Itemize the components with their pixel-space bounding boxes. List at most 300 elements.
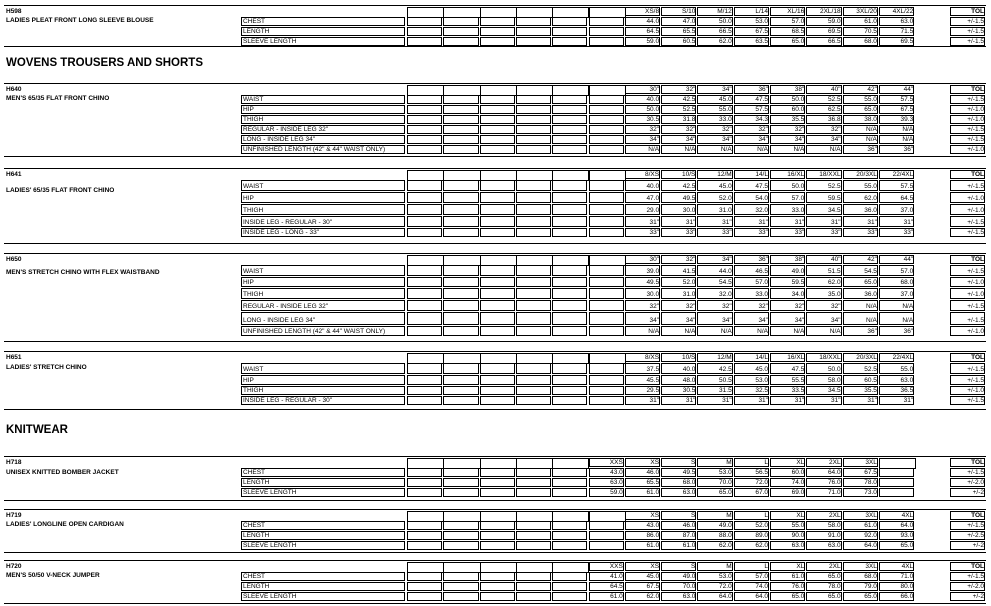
size-header: 16/XL bbox=[770, 353, 805, 362]
measure-cell bbox=[552, 265, 587, 276]
measure-cell bbox=[552, 105, 587, 114]
measure-cell bbox=[443, 105, 478, 114]
size-header: 4XL/22 bbox=[879, 7, 914, 16]
row-label: THIGH bbox=[241, 204, 405, 215]
measure-cell bbox=[443, 592, 478, 601]
measure-value: 63.0 bbox=[770, 541, 805, 550]
row-label: REGULAR - INSIDE LEG 32" bbox=[241, 125, 405, 134]
row-label: CHEST bbox=[241, 17, 405, 26]
measure-cell bbox=[589, 125, 624, 134]
measure-value: 65.0 bbox=[879, 541, 914, 550]
spec-block bbox=[4, 5, 986, 47]
spec-block bbox=[4, 168, 986, 244]
measure-cell bbox=[552, 582, 587, 591]
measure-value: 33" bbox=[770, 228, 805, 237]
measure-value: 33" bbox=[843, 228, 878, 237]
style-code: H598 bbox=[6, 8, 22, 15]
measure-cell bbox=[407, 582, 442, 591]
measure-value: 46.0 bbox=[625, 468, 660, 477]
measure-cell bbox=[407, 17, 442, 26]
measure-value: 64.0 bbox=[734, 592, 769, 601]
measure-cell bbox=[443, 125, 478, 134]
measure-value: 40.0 bbox=[625, 95, 660, 104]
measure-value: 32" bbox=[734, 125, 769, 134]
measure-value: 54.5 bbox=[697, 277, 732, 287]
size-header: L bbox=[734, 458, 769, 467]
measure-value: 35.5 bbox=[843, 386, 878, 395]
measure-value: 70.0 bbox=[661, 582, 696, 591]
size-header: 3XL/20 bbox=[843, 7, 878, 16]
measure-value: 89.0 bbox=[734, 531, 769, 540]
measure-value: 47.0 bbox=[661, 17, 696, 26]
measure-value: N/A bbox=[806, 145, 841, 154]
measure-cell bbox=[443, 541, 478, 550]
size-header: XL bbox=[770, 458, 805, 467]
tolerance-value: +/-2.5 bbox=[950, 531, 985, 540]
measure-value: 59.0 bbox=[589, 488, 624, 497]
measure-cell bbox=[552, 488, 587, 497]
measure-cell bbox=[480, 228, 515, 237]
measure-value: 88.0 bbox=[697, 531, 732, 540]
measure-value: 72.0 bbox=[697, 582, 732, 591]
measure-value: 49.5 bbox=[625, 277, 660, 287]
tolerance-value: +/-1.0 bbox=[950, 105, 985, 114]
tolerance-value: +/-1.5 bbox=[950, 312, 985, 325]
measure-cell bbox=[516, 478, 551, 487]
measure-cell bbox=[589, 37, 624, 46]
measure-value: 32" bbox=[770, 125, 805, 134]
tolerance-value: +/-1.5 bbox=[950, 216, 985, 227]
measure-cell bbox=[552, 115, 587, 124]
tolerance-value: +/-2 bbox=[950, 592, 985, 601]
measure-cell bbox=[552, 27, 587, 36]
measure-cell bbox=[589, 192, 624, 203]
measure-value: N/A bbox=[879, 312, 914, 325]
spec-block bbox=[4, 560, 986, 604]
measure-value: N/A bbox=[734, 326, 769, 336]
measure-value: 32" bbox=[806, 125, 841, 134]
size-header: 3XL bbox=[843, 458, 878, 467]
measure-value: 65.0 bbox=[843, 105, 878, 114]
measure-value: 29.0 bbox=[625, 204, 660, 215]
measure-cell bbox=[589, 396, 624, 405]
measure-value: 33" bbox=[879, 228, 914, 237]
measure-cell bbox=[552, 216, 587, 227]
measure-cell bbox=[480, 17, 515, 26]
measure-value: 76.0 bbox=[770, 582, 805, 591]
measure-cell bbox=[879, 468, 914, 477]
product-name: MEN'S 65/35 FLAT FRONT CHINO bbox=[6, 95, 110, 102]
measure-value: 64.5 bbox=[589, 582, 624, 591]
measure-cell bbox=[407, 216, 442, 227]
measure-value: 33.0 bbox=[697, 115, 732, 124]
measure-value: 34" bbox=[697, 135, 732, 144]
tol-header: TOL bbox=[950, 85, 985, 94]
measure-value: N/A bbox=[879, 125, 914, 134]
measure-cell bbox=[407, 37, 442, 46]
measure-cell bbox=[516, 521, 551, 530]
measure-value: 80.0 bbox=[879, 582, 914, 591]
measure-value: 74.0 bbox=[770, 478, 805, 487]
measure-cell bbox=[589, 216, 624, 227]
size-header: 22/4XL bbox=[879, 170, 914, 179]
measure-cell bbox=[443, 300, 478, 311]
tolerance-value: +/-2.0 bbox=[950, 478, 985, 487]
tolerance-value: +/-1.5 bbox=[950, 27, 985, 36]
tolerance-value: +/-1.5 bbox=[950, 572, 985, 581]
measure-value: 53.0 bbox=[734, 17, 769, 26]
measure-value: 34" bbox=[806, 135, 841, 144]
measure-cell bbox=[552, 468, 587, 477]
measure-cell bbox=[516, 277, 551, 287]
measure-value: 67.5 bbox=[625, 582, 660, 591]
row-label: WAIST bbox=[241, 95, 405, 104]
measure-cell bbox=[589, 204, 624, 215]
measure-value: 93.0 bbox=[879, 531, 914, 540]
tolerance-value: +/-1.5 bbox=[950, 300, 985, 311]
measure-cell bbox=[443, 396, 478, 405]
measure-cell bbox=[516, 312, 551, 325]
measure-value: 31" bbox=[625, 216, 660, 227]
measure-value: 87.0 bbox=[661, 531, 696, 540]
measure-value: 67.0 bbox=[734, 488, 769, 497]
measure-cell bbox=[552, 396, 587, 405]
style-code: H651 bbox=[6, 354, 22, 361]
measure-cell bbox=[552, 37, 587, 46]
measure-value: 45.5 bbox=[625, 375, 660, 385]
measure-cell bbox=[552, 363, 587, 374]
measure-cell bbox=[480, 180, 515, 191]
measure-cell bbox=[516, 265, 551, 276]
measure-cell bbox=[407, 192, 442, 203]
measure-value: 76.0 bbox=[806, 478, 841, 487]
measure-value: 31" bbox=[661, 216, 696, 227]
style-code: H718 bbox=[6, 459, 22, 466]
row-label: WAIST bbox=[241, 363, 405, 374]
size-header: 18/XXL bbox=[806, 353, 841, 362]
measure-value: 32.0 bbox=[734, 204, 769, 215]
measure-value: N/A bbox=[770, 145, 805, 154]
tolerance-value: +/-1.5 bbox=[950, 396, 985, 405]
measure-value: 63.0 bbox=[661, 592, 696, 601]
measure-value: 36" bbox=[843, 145, 878, 154]
measure-value: 34.3 bbox=[734, 115, 769, 124]
measure-cell bbox=[407, 95, 442, 104]
measure-value: N/A bbox=[843, 125, 878, 134]
measure-cell bbox=[407, 277, 442, 287]
measure-value: 57.0 bbox=[770, 192, 805, 203]
measure-value: 50.0 bbox=[770, 180, 805, 191]
size-header: XS bbox=[625, 511, 660, 520]
measure-cell bbox=[589, 95, 624, 104]
measure-value: 67.5 bbox=[843, 468, 878, 477]
measure-cell bbox=[589, 288, 624, 299]
measure-value: N/A bbox=[843, 300, 878, 311]
measure-value: 43.0 bbox=[625, 521, 660, 530]
size-header: 10/S bbox=[661, 170, 696, 179]
measure-value: 32" bbox=[697, 300, 732, 311]
size-header: XXS bbox=[589, 562, 624, 571]
measure-value: 50.5 bbox=[697, 375, 732, 385]
tol-header: TOL bbox=[950, 458, 985, 467]
measure-cell bbox=[407, 288, 442, 299]
measure-value: 31" bbox=[734, 396, 769, 405]
size-header: 16/XL bbox=[770, 170, 805, 179]
measure-value: 36" bbox=[879, 326, 914, 336]
measure-value: 49.0 bbox=[697, 521, 732, 530]
measure-value: 37.0 bbox=[879, 288, 914, 299]
measure-cell bbox=[480, 265, 515, 276]
measure-value: 31" bbox=[697, 396, 732, 405]
row-label: THIGH bbox=[241, 115, 405, 124]
measure-cell bbox=[480, 145, 515, 154]
measure-cell bbox=[443, 228, 478, 237]
size-header: 4XL bbox=[879, 511, 914, 520]
measure-cell bbox=[407, 145, 442, 154]
measure-value: 51.5 bbox=[806, 265, 841, 276]
measure-value: 31.5 bbox=[697, 386, 732, 395]
measure-value: N/A bbox=[806, 326, 841, 336]
measure-value: 55.0 bbox=[879, 363, 914, 374]
measure-value: 63.0 bbox=[806, 541, 841, 550]
measure-value: 61.0 bbox=[770, 572, 805, 581]
measure-value: 33.0 bbox=[734, 288, 769, 299]
style-code: H719 bbox=[6, 512, 22, 519]
row-label: CHEST bbox=[241, 521, 405, 530]
measure-value: 65.0 bbox=[843, 592, 878, 601]
size-header: 8/XS bbox=[625, 170, 660, 179]
tolerance-value: +/-2.0 bbox=[950, 582, 985, 591]
measure-cell bbox=[589, 145, 624, 154]
measure-value: 63.0 bbox=[879, 17, 914, 26]
measure-cell bbox=[407, 363, 442, 374]
measure-value: 54.0 bbox=[734, 192, 769, 203]
measure-cell bbox=[516, 105, 551, 114]
measure-cell bbox=[516, 531, 551, 540]
size-header: 20/3XL bbox=[843, 353, 878, 362]
spec-block bbox=[4, 456, 986, 501]
measure-cell bbox=[443, 363, 478, 374]
measure-value: 42.5 bbox=[697, 363, 732, 374]
tolerance-value: +/-1.5 bbox=[950, 265, 985, 276]
size-header: XS bbox=[625, 458, 660, 467]
measure-cell bbox=[589, 265, 624, 276]
measure-cell bbox=[516, 192, 551, 203]
measure-value: 31" bbox=[806, 216, 841, 227]
row-label: SLEEVE LENGTH bbox=[241, 37, 405, 46]
measure-value: 30.0 bbox=[625, 288, 660, 299]
product-name: MEN'S 50/50 V-NECK JUMPER bbox=[6, 572, 100, 579]
product-name: LADIES' 65/35 FLAT FRONT CHINO bbox=[6, 187, 115, 194]
measure-value: 32" bbox=[661, 125, 696, 134]
measure-value: 68.0 bbox=[843, 572, 878, 581]
measure-cell bbox=[480, 192, 515, 203]
size-header: 12/M bbox=[697, 170, 732, 179]
measure-value: 56.5 bbox=[734, 468, 769, 477]
measure-value: 69.5 bbox=[806, 27, 841, 36]
row-label: LONG - INSIDE LEG 34" bbox=[241, 135, 405, 144]
measure-value: 57.0 bbox=[734, 277, 769, 287]
measure-cell bbox=[516, 363, 551, 374]
measure-cell bbox=[480, 386, 515, 395]
size-header: 44" bbox=[879, 255, 914, 264]
tolerance-value: +/-1.5 bbox=[950, 37, 985, 46]
measure-value: N/A bbox=[879, 300, 914, 311]
measure-value: 39.0 bbox=[625, 265, 660, 276]
measure-value: 60.0 bbox=[770, 105, 805, 114]
measure-value: N/A bbox=[843, 135, 878, 144]
section-title: WOVENS TROUSERS AND SHORTS bbox=[6, 57, 204, 69]
measure-value: 45.0 bbox=[734, 363, 769, 374]
measure-cell bbox=[552, 521, 587, 530]
size-header: 3XL bbox=[843, 562, 878, 571]
measure-cell bbox=[443, 95, 478, 104]
measure-cell bbox=[552, 312, 587, 325]
measure-value: N/A bbox=[843, 312, 878, 325]
measure-value: 63.0 bbox=[879, 375, 914, 385]
measure-value: 33.5 bbox=[770, 386, 805, 395]
measure-value: 34" bbox=[661, 135, 696, 144]
measure-cell bbox=[516, 145, 551, 154]
tolerance-value: +/-1.5 bbox=[950, 468, 985, 477]
measure-value: 66.0 bbox=[879, 592, 914, 601]
measure-value: 52.5 bbox=[806, 95, 841, 104]
tol-header: TOL bbox=[950, 353, 985, 362]
measure-value: 62.0 bbox=[806, 277, 841, 287]
tolerance-value: +/-1.0 bbox=[950, 386, 985, 395]
measure-cell bbox=[443, 521, 478, 530]
measure-value: 79.0 bbox=[843, 582, 878, 591]
measure-cell bbox=[407, 592, 442, 601]
measure-value: 32" bbox=[734, 300, 769, 311]
size-header: 14/L bbox=[734, 170, 769, 179]
measure-value: 38.0 bbox=[843, 115, 878, 124]
measure-cell bbox=[552, 145, 587, 154]
measure-value: 71.5 bbox=[879, 27, 914, 36]
measure-cell bbox=[552, 541, 587, 550]
style-code: H650 bbox=[6, 256, 22, 263]
tolerance-value: +/-2 bbox=[950, 488, 985, 497]
measure-value: 55.0 bbox=[770, 521, 805, 530]
measure-value: 62.5 bbox=[806, 105, 841, 114]
measure-value: 31" bbox=[770, 216, 805, 227]
measure-cell bbox=[480, 582, 515, 591]
measure-value: 46.5 bbox=[734, 265, 769, 276]
measure-value: 55.5 bbox=[770, 375, 805, 385]
measure-cell bbox=[516, 95, 551, 104]
measure-value: 64.0 bbox=[697, 592, 732, 601]
measure-cell bbox=[516, 300, 551, 311]
measure-value: 52.5 bbox=[661, 105, 696, 114]
tol-header: TOL bbox=[950, 562, 985, 571]
measure-value: 32.0 bbox=[697, 288, 732, 299]
size-header: 34" bbox=[697, 85, 732, 94]
measure-cell bbox=[407, 468, 442, 477]
measure-value: 65.5 bbox=[625, 478, 660, 487]
measure-cell bbox=[879, 478, 914, 487]
measure-value: 48.0 bbox=[661, 375, 696, 385]
size-header: 2XL bbox=[806, 458, 841, 467]
measure-value: 35.0 bbox=[806, 288, 841, 299]
measure-value: 36.5 bbox=[879, 386, 914, 395]
measure-cell bbox=[480, 468, 515, 477]
measure-cell bbox=[552, 592, 587, 601]
measure-value: 58.0 bbox=[806, 521, 841, 530]
measure-value: 73.0 bbox=[843, 488, 878, 497]
measure-value: 30.5 bbox=[625, 115, 660, 124]
measure-value: 64.5 bbox=[625, 27, 660, 36]
measure-value: 35.5 bbox=[770, 115, 805, 124]
measure-value: 36" bbox=[879, 145, 914, 154]
tolerance-value: +/-1.0 bbox=[950, 204, 985, 215]
measure-cell bbox=[407, 180, 442, 191]
measure-value: 47.5 bbox=[734, 95, 769, 104]
measure-value: 78.0 bbox=[806, 582, 841, 591]
row-label: SLEEVE LENGTH bbox=[241, 541, 405, 550]
measure-value: 49.0 bbox=[661, 572, 696, 581]
measure-value: 74.0 bbox=[734, 582, 769, 591]
measure-value: 41.5 bbox=[661, 265, 696, 276]
measure-cell bbox=[552, 531, 587, 540]
measure-cell bbox=[443, 27, 478, 36]
measure-value: 70.5 bbox=[843, 27, 878, 36]
measure-cell bbox=[443, 326, 478, 336]
size-header: 30" bbox=[625, 255, 660, 264]
measure-value: 53.0 bbox=[734, 375, 769, 385]
size-header: 3XL bbox=[843, 511, 878, 520]
measure-value: 60.5 bbox=[661, 37, 696, 46]
row-label: LENGTH bbox=[241, 582, 405, 591]
measure-cell bbox=[516, 180, 551, 191]
size-header: M bbox=[697, 562, 732, 571]
measure-cell bbox=[589, 521, 624, 530]
measure-cell bbox=[589, 312, 624, 325]
measure-value: 57.0 bbox=[770, 17, 805, 26]
measure-cell bbox=[589, 277, 624, 287]
tolerance-value: +/-1.5 bbox=[950, 521, 985, 530]
size-header: S bbox=[661, 562, 696, 571]
tolerance-value: +/-1.0 bbox=[950, 145, 985, 154]
spec-block bbox=[4, 253, 986, 342]
measure-cell bbox=[589, 105, 624, 114]
measure-cell bbox=[480, 363, 515, 374]
tol-header: TOL bbox=[950, 7, 985, 16]
measure-cell bbox=[480, 488, 515, 497]
measure-value: 31" bbox=[879, 396, 914, 405]
measure-cell bbox=[407, 488, 442, 497]
measure-value: 59.5 bbox=[770, 277, 805, 287]
row-label: HIP bbox=[241, 277, 405, 287]
measure-value: 31" bbox=[625, 396, 660, 405]
size-header: 42" bbox=[843, 85, 878, 94]
measure-value: 64.0 bbox=[806, 468, 841, 477]
measure-cell bbox=[516, 135, 551, 144]
measure-cell bbox=[407, 135, 442, 144]
size-header: 10/S bbox=[661, 353, 696, 362]
measure-value: 34" bbox=[661, 312, 696, 325]
measure-cell bbox=[480, 572, 515, 581]
measure-cell bbox=[407, 115, 442, 124]
measure-value: N/A bbox=[625, 326, 660, 336]
measure-cell bbox=[407, 478, 442, 487]
measure-value: 47.5 bbox=[770, 363, 805, 374]
measure-value: 40.0 bbox=[625, 180, 660, 191]
measure-value: 61.0 bbox=[625, 488, 660, 497]
measure-cell bbox=[552, 228, 587, 237]
spec-block bbox=[4, 509, 986, 553]
measure-cell bbox=[480, 27, 515, 36]
measure-cell bbox=[552, 95, 587, 104]
